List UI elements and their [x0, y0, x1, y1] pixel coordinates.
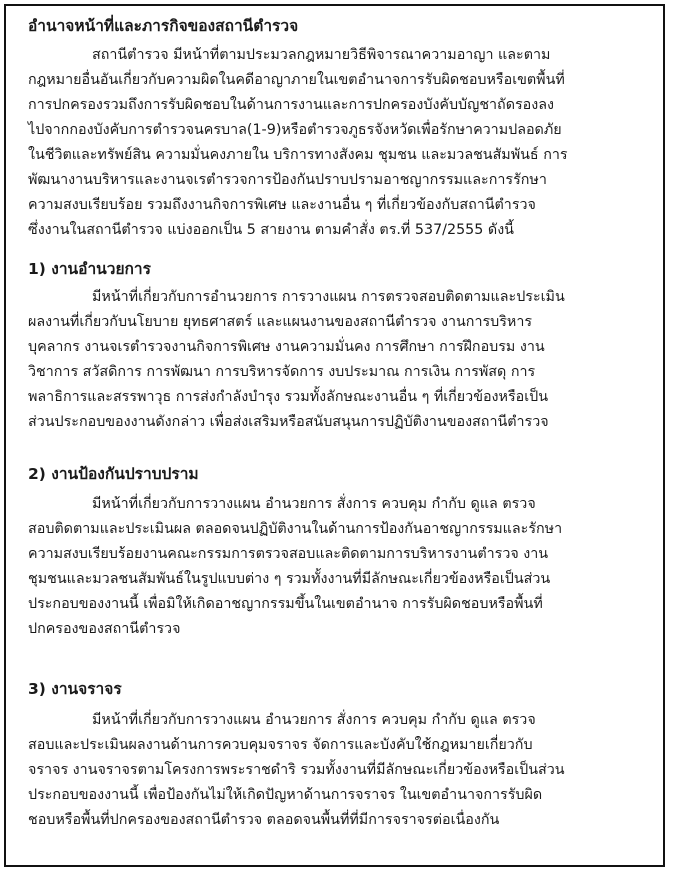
document-title: อำนาจหน้าที่และภารกิจของสถานีตำรวจ — [28, 17, 299, 35]
section-line: สอบและประเมินผลงานด้านการควบคุมจราจร จัดการและบังคับใช้กฎหมายเกี่ยวกับ — [28, 737, 533, 753]
intro-line: ความสงบเรียบร้อย รวมถึงงานกิจการพิเศษ และงานอื่น ๆ ที่เกี่ยวข้องกับสถานีตำรวจ — [28, 197, 536, 213]
section-line: ชุมชนและมวลชนสัมพันธ์ในรูปแบบต่าง ๆ รวมทั้งงานที่มีลักษณะเกี่ยวข้องหรือเป็นส่วน — [28, 571, 551, 587]
intro-line: พัฒนางานบริหารและงานจเรตำรวจการป้องกันปราบปรามอาชญากรรมและการรักษา — [28, 172, 547, 188]
intro-line: ไปจากกองบังคับการตำรวจนครบาล(1-9)หรือตำรวจภูธรจังหวัดเพื่อรักษาความปลอดภัย — [28, 122, 562, 138]
section-line: บุคลากร งานจเรตำรวจงานกิจการพิเศษ งานความมั่นคง การศึกษา การฝึกอบรม งาน — [28, 339, 545, 355]
section-heading-crime-prevention: 2) งานป้องกันปราบปราม — [28, 465, 199, 483]
section-line: ประกอบของงานนี้ เพื่อมิให้เกิดอาชญากรรมขึ้นในเขตอำนาจ การรับผิดชอบหรือพื้นที่ — [28, 596, 543, 612]
section-line: วิชาการ สวัสดิการ การพัฒนา การบริหารจัดการ งบประมาณ การเงิน การพัสดุ การ — [28, 364, 536, 380]
section-line: ส่วนประกอบของงานดังกล่าว เพื่อส่งเสริมหรือสนับสนุนการปฏิบัติงานของสถานีตำรวจ — [28, 414, 549, 430]
section-line: ความสงบเรียบร้อยงานคณะกรรมการตรวจสอบและติดตามการบริหารงานตำรวจ งาน — [28, 546, 549, 562]
section-heading-administration: 1) งานอำนวยการ — [28, 260, 151, 278]
section-line: มีหน้าที่เกี่ยวกับการวางแผน อำนวยการ สั่งการ ควบคุม กำกับ ดูแล ตรวจ — [92, 496, 536, 512]
intro-line: ในชีวิตและทรัพย์สิน ความมั่นคงภายใน บริการทางสังคม ชุมชน และมวลชนสัมพันธ์ การ — [28, 147, 568, 163]
document-frame — [4, 4, 665, 867]
intro-line: การปกครองรวมถึงการรับผิดชอบในด้านการงานและการปกครองบังคับบัญชาถัดรองลง — [28, 97, 554, 113]
section-line: พลาธิการและสรรพาวุธ การส่งกำลังบำรุง รวมทั้งลักษณะงานอื่น ๆ ที่เกี่ยวข้องหรือเป็น — [28, 389, 548, 405]
section-heading-traffic: 3) งานจราจร — [28, 680, 122, 698]
section-line: ผลงานที่เกี่ยวกับนโยบาย ยุทธศาสตร์ และแผนงานของสถานีตำรวจ งานการบริหาร — [28, 314, 533, 330]
intro-line: กฎหมายอื่นอันเกี่ยวกับความผิดในคดีอาญาภายในเขตอำนาจการรับผิดชอบหรือเขตพื้นที่ — [28, 72, 565, 88]
section-line: ประกอบของงานนี้ เพื่อป้องกันไม่ให้เกิดปัญหาด้านการจราจร ในเขตอำนาจการรับผิด — [28, 787, 543, 803]
section-line: มีหน้าที่เกี่ยวกับการวางแผน อำนวยการ สั่งการ ควบคุม กำกับ ดูแล ตรวจ — [92, 712, 536, 728]
section-line: จราจร งานจราจรตามโครงการพระราชดำริ รวมทั้งงานที่มีลักษณะเกี่ยวข้องหรือเป็นส่วน — [28, 762, 565, 778]
section-line: สอบติดตามและประเมินผล ตลอดจนปฏิบัติงานในด้านการป้องกันอาชญากรรมและรักษา — [28, 521, 563, 537]
section-line: มีหน้าที่เกี่ยวกับการอำนวยการ การวางแผน การตรวจสอบติดตามและประเมิน — [92, 289, 565, 305]
section-line: ชอบหรือพื้นที่ปกครองของสถานีตำรวจ ตลอดจนพื้นที่ที่มีการจราจรต่อเนื่องกัน — [28, 812, 500, 828]
section-line: ปกครองของสถานีตำรวจ — [28, 621, 181, 637]
intro-line: สถานีตำรวจ มีหน้าที่ตามประมวลกฎหมายวิธีพิจารณาความอาญา และตาม — [92, 47, 551, 63]
intro-line: ซึ่งงานในสถานีตำรวจ แบ่งออกเป็น 5 สายงาน ตามคำสั่ง ตร.ที่ 537/2555 ดังนี้ — [28, 222, 514, 238]
